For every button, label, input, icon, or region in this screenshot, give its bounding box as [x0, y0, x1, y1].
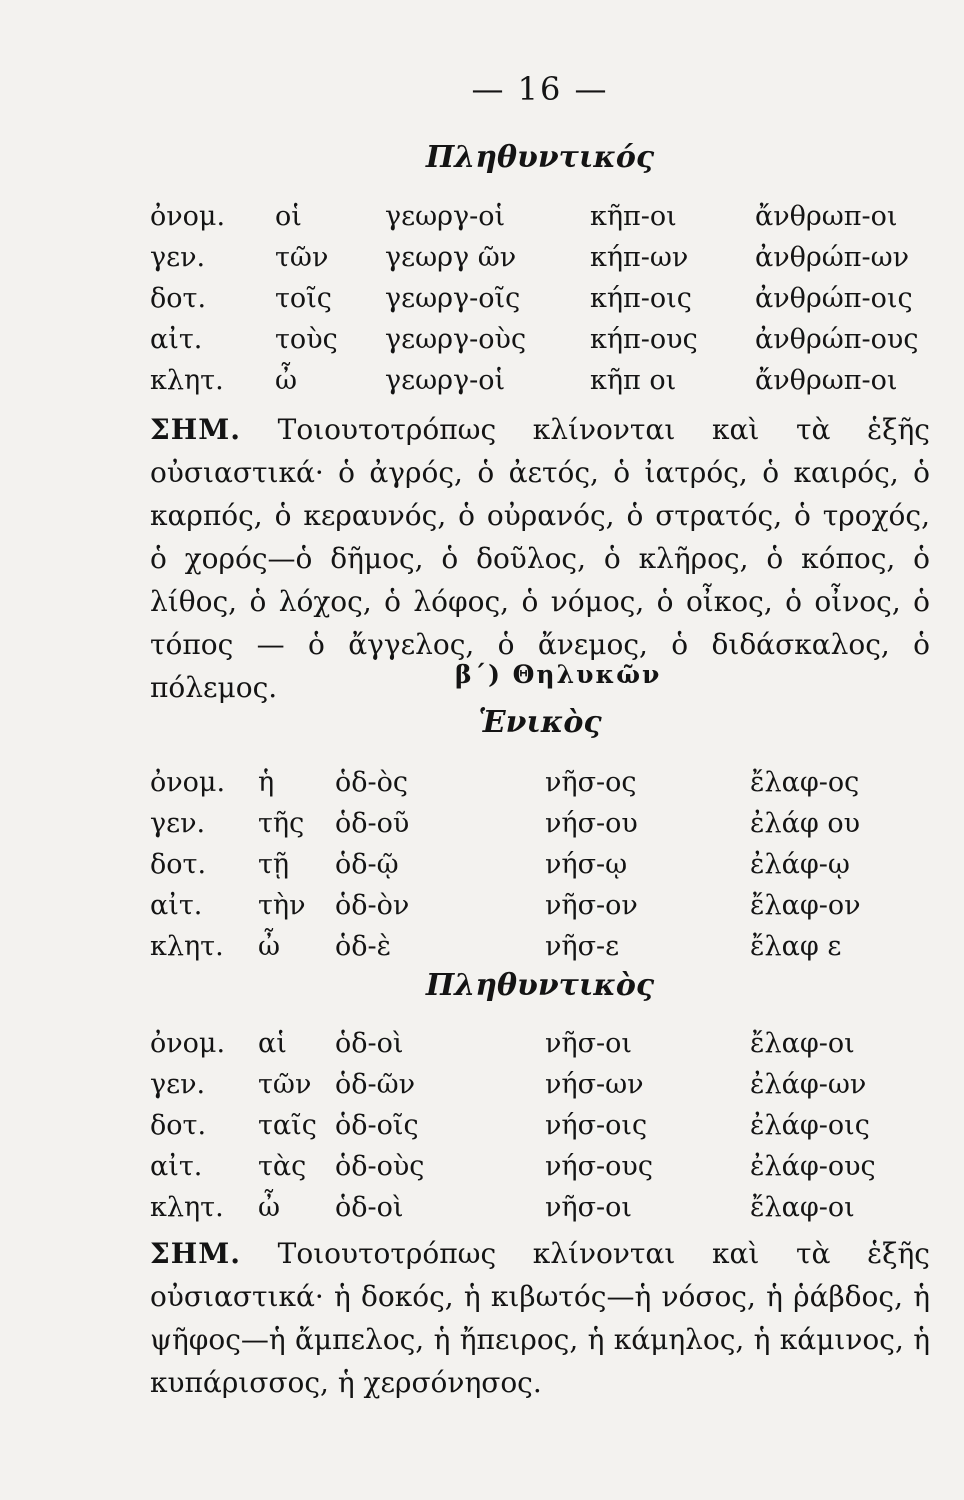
form: γεωργ ῶν: [385, 242, 517, 273]
article: τὴν: [258, 890, 306, 921]
table-row: [150, 1187, 910, 1228]
table-row: [150, 360, 910, 401]
article: τῶν: [275, 242, 329, 273]
case-label: ὀνομ.: [150, 1028, 226, 1059]
form: νήσ-οις: [545, 1110, 648, 1141]
form: ἐλάφ ου: [750, 808, 860, 839]
form: ὁδ-οὺς: [335, 1151, 425, 1182]
table-row: [150, 885, 910, 926]
table-row: [150, 1105, 910, 1146]
table-row: [150, 237, 910, 278]
form: ἐλάφ-ους: [750, 1151, 876, 1182]
table-row: [150, 319, 919, 360]
table-row: [150, 803, 910, 844]
article: οἱ: [275, 201, 302, 232]
form: ὁδ-ὸς: [335, 767, 409, 798]
case-label: δοτ.: [150, 1110, 207, 1141]
article: ὦ: [258, 931, 281, 962]
form: νῆσ-ε: [545, 931, 620, 962]
form: ὁδ-οὶ: [335, 1028, 404, 1059]
table-row: [150, 196, 910, 237]
table-row: [150, 1146, 910, 1187]
form: ὁδ-οῖς: [335, 1110, 419, 1141]
form: νῆσ-ον: [545, 890, 638, 921]
note-paragraph-fem: [150, 1232, 930, 1404]
form: ὁδ-ὸν: [335, 890, 410, 921]
form: ἔλαφ ε: [750, 931, 842, 962]
declension-table-masc-plural: [150, 196, 919, 401]
form: ἐλάφ-οις: [750, 1110, 870, 1141]
article: τῶν: [258, 1069, 312, 1100]
table-row: [150, 844, 910, 885]
form: κήπ-οις: [590, 283, 692, 314]
form: ἄνθρωπ-οι: [755, 201, 898, 232]
form: νῆσ-οι: [545, 1028, 632, 1059]
subsection-heading-feminine: β΄) Θηλυκῶν: [455, 660, 662, 689]
article: τὰς: [258, 1151, 307, 1182]
table-row: [150, 1023, 910, 1064]
article: ὦ: [258, 1192, 281, 1223]
case-label: γεν.: [150, 242, 206, 273]
article: ταῖς: [258, 1110, 317, 1141]
case-label: γεν.: [150, 1069, 206, 1100]
case-label: αἰτ.: [150, 890, 203, 921]
note-text: Τοιουτοτρόπως κλίνονται καὶ τὰ ἑξῆς οὐσιαστικά· ἡ δοκός, ἡ κιβωτός—ἡ νόσος, ἡ ῥάβδος, ἡ ψῆφος—ἡ ἄμπελος, ἡ ἤπειρος, ἡ κάμηλος, ἡ κάμινος, ἡ κυπάρισσος, ἡ χερσόνησος.: [150, 1237, 930, 1399]
article: ἡ: [258, 767, 275, 798]
form: ἄνθρωπ-οι: [755, 365, 898, 396]
form: νήσ-ου: [545, 808, 638, 839]
note-label: ΣΗΜ.: [150, 1237, 241, 1270]
form: γεωργ-οἱ: [385, 201, 506, 232]
note-text: Τοιουτοτρόπως κλίνονται καὶ τὰ ἑξῆς οὐσιαστικά· ὁ ἀγρός, ὁ ἀετός, ὁ ἰατρός, ὁ καιρός, ὁ καρπός, ὁ κεραυνός, ὁ οὐρανός, ὁ στρατός, ὁ τροχός, ὁ χορός—ὁ δῆμος, ὁ δοῦλος, ὁ κλῆρος, ὁ κόπος, ὁ λίθος, ὁ λόχος, ὁ λόφος, ὁ νόμος, ὁ οἶκος, ὁ οἶνος, ὁ τόπος — ὁ ἄγγελος, ὁ ἄνεμος, ὁ διδάσκαλος, ὁ πόλεμος.: [150, 413, 930, 704]
form: ὁδ-οὶ: [335, 1192, 404, 1223]
form: κῆπ-οι: [590, 201, 677, 232]
form: κήπ-ων: [590, 242, 689, 273]
form: νήσ-ῳ: [545, 849, 628, 880]
table-row: [150, 762, 910, 803]
case-label: αἰτ.: [150, 324, 203, 355]
case-label: δοτ.: [150, 849, 207, 880]
table-row: [150, 278, 913, 319]
form: ὁδ-οῦ: [335, 808, 410, 839]
form: κῆπ οι: [590, 365, 677, 396]
form: ἐλάφ-ῳ: [750, 849, 850, 880]
form: ἔλαφ-ος: [750, 767, 860, 798]
section-heading-singular-fem: Ἑνικὸς: [478, 705, 602, 740]
form: νήσ-ων: [545, 1069, 644, 1100]
form: ἀνθρώπ-ων: [755, 242, 910, 273]
article: τῇ: [258, 849, 290, 880]
form: νῆσ-οι: [545, 1192, 632, 1223]
form: ὁδ-ῶν: [335, 1069, 416, 1100]
section-heading-plural-masc: Πληθυντικός: [425, 140, 655, 175]
case-label: αἰτ.: [150, 1151, 203, 1182]
form: ὁδ-ῷ: [335, 849, 399, 880]
form: ἀνθρώπ-οις: [755, 283, 913, 314]
form: γεωργ-οἱ: [385, 365, 506, 396]
note-label: ΣΗΜ.: [150, 413, 241, 446]
form: ἔλαφ-οι: [750, 1192, 855, 1223]
case-label: ὀνομ.: [150, 767, 226, 798]
case-label: δοτ.: [150, 283, 207, 314]
section-heading-plural-fem: Πληθυντικὸς: [425, 968, 655, 1003]
case-label: κλητ.: [150, 931, 224, 962]
table-row: [150, 926, 910, 967]
form: νῆσ-ος: [545, 767, 637, 798]
article: τοὺς: [275, 324, 338, 355]
form: ἔλαφ-ον: [750, 890, 861, 921]
form: γεωργ-οὺς: [385, 324, 527, 355]
case-label: γεν.: [150, 808, 206, 839]
form: ἐλάφ-ων: [750, 1069, 867, 1100]
declension-table-fem-plural: [150, 1023, 910, 1228]
article: ὦ: [275, 365, 298, 396]
page-number: — 16 —: [471, 70, 609, 108]
form: ἀνθρώπ-ους: [755, 324, 919, 355]
case-label: κλητ.: [150, 365, 224, 396]
table-row: [150, 1064, 910, 1105]
form: νήσ-ους: [545, 1151, 653, 1182]
form: γεωργ-οῖς: [385, 283, 521, 314]
article: τῆς: [258, 808, 305, 839]
article: αἱ: [258, 1028, 287, 1059]
form: ὁδ-ὲ: [335, 931, 392, 962]
form: ἔλαφ-οι: [750, 1028, 855, 1059]
form: κήπ-ους: [590, 324, 698, 355]
case-label: ὀνομ.: [150, 201, 226, 232]
declension-table-fem-singular: [150, 762, 910, 967]
article: τοῖς: [275, 283, 332, 314]
case-label: κλητ.: [150, 1192, 224, 1223]
